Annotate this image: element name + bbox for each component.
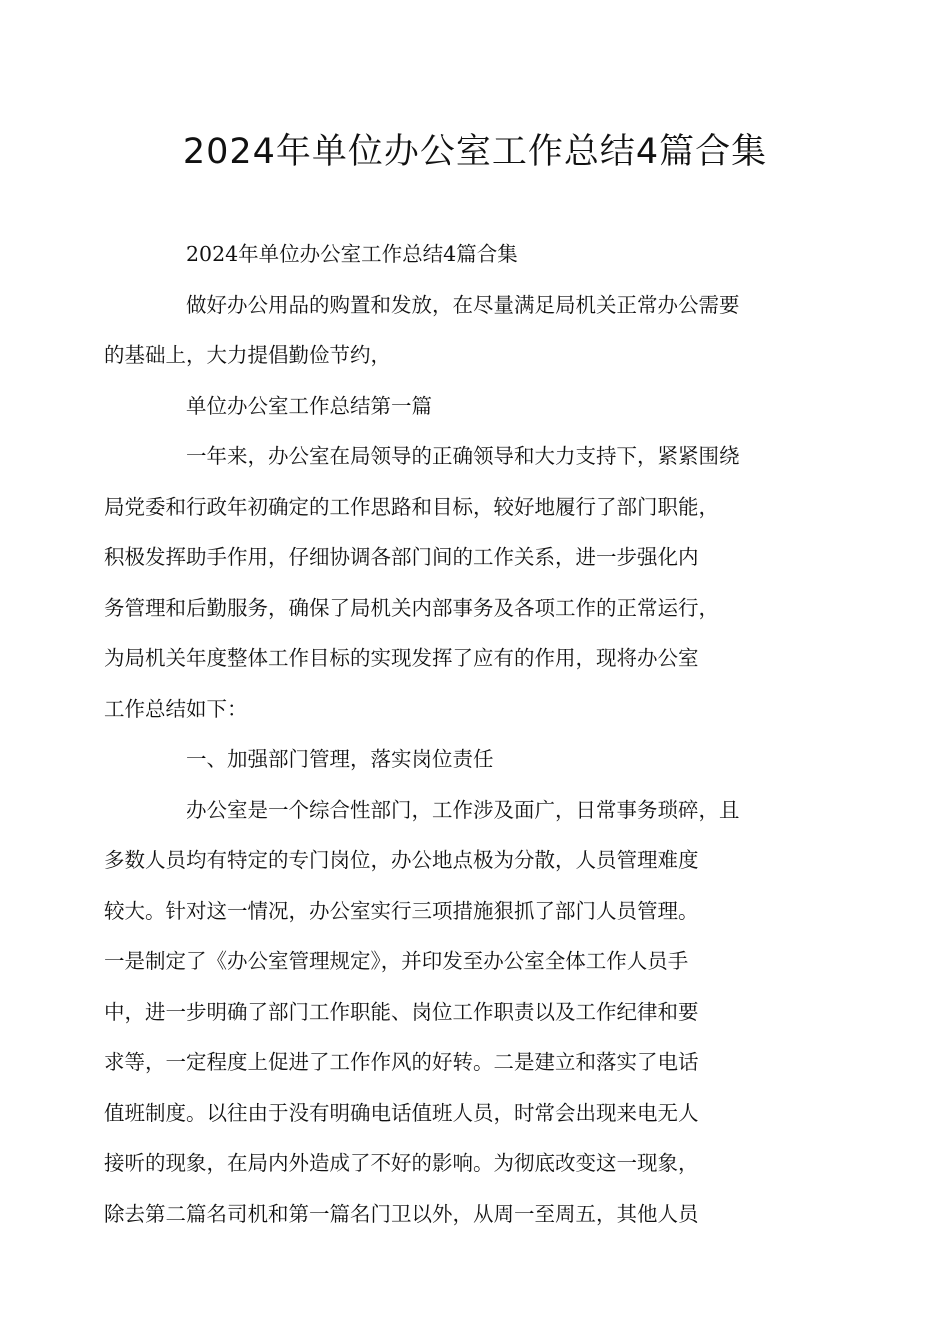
paragraph-line: 一是制定了《办公室管理规定》，并印发至办公室全体工作人员手 <box>104 949 689 973</box>
paragraph <box>104 431 809 734</box>
paragraph <box>104 280 809 381</box>
paragraph <box>145 229 809 280</box>
paragraph-line: 除去第二篇名司机和第一篇名门卫以外，从周一至周五，其他人员 <box>104 1201 699 1226</box>
document-title: 2024年单位办公室工作总结4篇合集 <box>182 132 768 172</box>
paragraph-line: 一年来，办公室在局领导的正确领导和大力支持下，紧紧围绕 <box>186 444 740 468</box>
paragraph-line: 工作总结如下： <box>104 696 248 721</box>
paragraph-line: 接听的现象，在局内外造成了不好的影响。为彻底改变这一现象， <box>104 1151 699 1175</box>
paragraph-line: 值班制度。以往由于没有明确电话值班人员，时常会出现来电无人 <box>104 1100 699 1125</box>
paragraph-line: 多数人员均有特定的专门岗位，办公地点极为分散，人员管理难度 <box>104 848 699 872</box>
paragraph-line: 较大。针对这一情况，办公室实行三项措施狠抓了部门人员管理。 <box>104 898 699 923</box>
paragraph-line: 中，进一步明确了部门工作职能、岗位工作职责以及工作纪律和要 <box>104 999 699 1024</box>
paragraph-line: 一、加强部门管理，落实岗位责任 <box>186 747 494 771</box>
paragraph-line: 做好办公用品的购置和发放，在尽量满足局机关正常办公需要 <box>186 292 740 317</box>
paragraph <box>145 381 809 432</box>
paragraph-line: 办公室是一个综合性部门，工作涉及面广，日常事务琐碎，且 <box>186 797 740 822</box>
paragraph <box>104 785 809 1240</box>
paragraph-line: 的基础上，大力提倡勤俭节约， <box>104 343 391 367</box>
paragraph-line: 为局机关年度整体工作目标的实现发挥了应有的作用，现将办公室 <box>104 646 699 670</box>
paragraph-line: 积极发挥助手作用，仔细协调各部门间的工作关系，进一步强化内 <box>104 545 699 569</box>
paragraph <box>145 734 809 785</box>
paragraph-line: 局党委和行政年初确定的工作思路和目标，较好地履行了部门职能， <box>104 494 719 519</box>
paragraph-line: 2024年单位办公室工作总结4篇合集 <box>186 242 518 266</box>
document-body <box>104 229 809 1239</box>
paragraph-line: 单位办公室工作总结第一篇 <box>186 393 432 418</box>
paragraph-line: 求等，一定程度上促进了工作作风的好转。二是建立和落实了电话 <box>104 1050 699 1074</box>
paragraph-line: 务管理和后勤服务，确保了局机关内部事务及各项工作的正常运行， <box>104 595 719 620</box>
